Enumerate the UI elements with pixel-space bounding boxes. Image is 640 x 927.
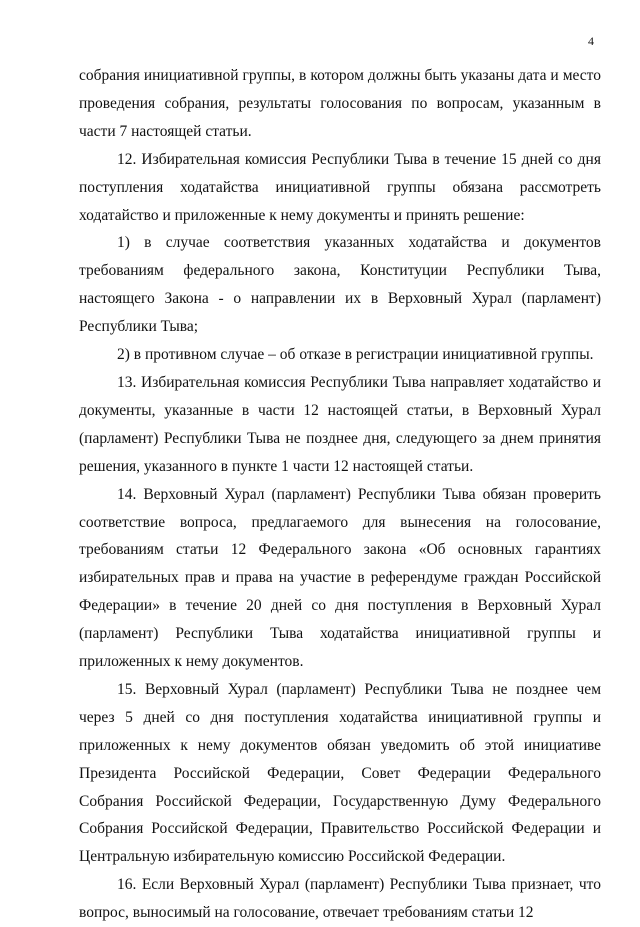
- paragraph-clause-13: 13. Избирательная комиссия Республики Тыва направляет ходатайство и документы, указанные в части 12 настоящей статьи, в Верховный Хурал (парламент) Республики Тыва не позднее дня, следующего за днем принятия решения, указанного в пункте 1 части 12 настоящей статьи.: [79, 373, 601, 475]
- paragraph-continuation: собрания инициативной группы, в котором должны быть указаны дата и место проведения собрания, результаты голосования по вопросам, указанным в части 7 настоящей статьи.: [79, 67, 601, 140]
- paragraph-item-1: 1) в случае соответствия указанных ходатайства и документов требованиям федерального закона, Конституции Республики Тыва, настоящего Закона - о направлении их в Верховный Хурал (парламент) Республики Тыва;: [79, 234, 601, 336]
- page-number: 4: [588, 34, 594, 48]
- paragraph-clause-15: 15. Верховный Хурал (парламент) Республики Тыва не позднее чем через 5 дней со дня поступления ходатайства инициативной группы и приложенных к нему документов обязан уведомить об этой инициативе Президента Российской Федерации, Совет Федерации Федерального Собрания Российской Федерации, Государственную Думу Федерального Собрания Российской Федерации, Правительство Российской Федерации и Центральную избирательную комиссию Российской Федерации.: [79, 680, 601, 866]
- paragraph-clause-16: 16. Если Верховный Хурал (парламент) Республики Тыва признает, что вопрос, выносимый на голосование, отвечает требованиям статьи 12: [79, 876, 601, 922]
- paragraph-clause-14: 14. Верховный Хурал (парламент) Республики Тыва обязан проверить соответствие вопроса, предлагаемого для вынесения на голосование, требованиям статьи 12 Федерального закона «Об основных гарантиях избирательных прав и права на участие в референдуме граждан Российской Федерации» в течение 20 дней со дня поступления в Верховный Хурал (парламент) Республики Тыва ходатайства инициативной группы и приложенных к нему документов.: [79, 485, 601, 671]
- paragraph-item-2: 2) в противном случае – об отказе в регистрации инициативной группы.: [117, 346, 594, 364]
- body-text: [79, 62, 601, 927]
- paragraph-clause-12: 12. Избирательная комиссия Республики Тыва в течение 15 дней со дня поступления ходатайства инициативной группы обязана рассмотреть ходатайство и приложенные к нему документы и принять решение:: [79, 150, 601, 224]
